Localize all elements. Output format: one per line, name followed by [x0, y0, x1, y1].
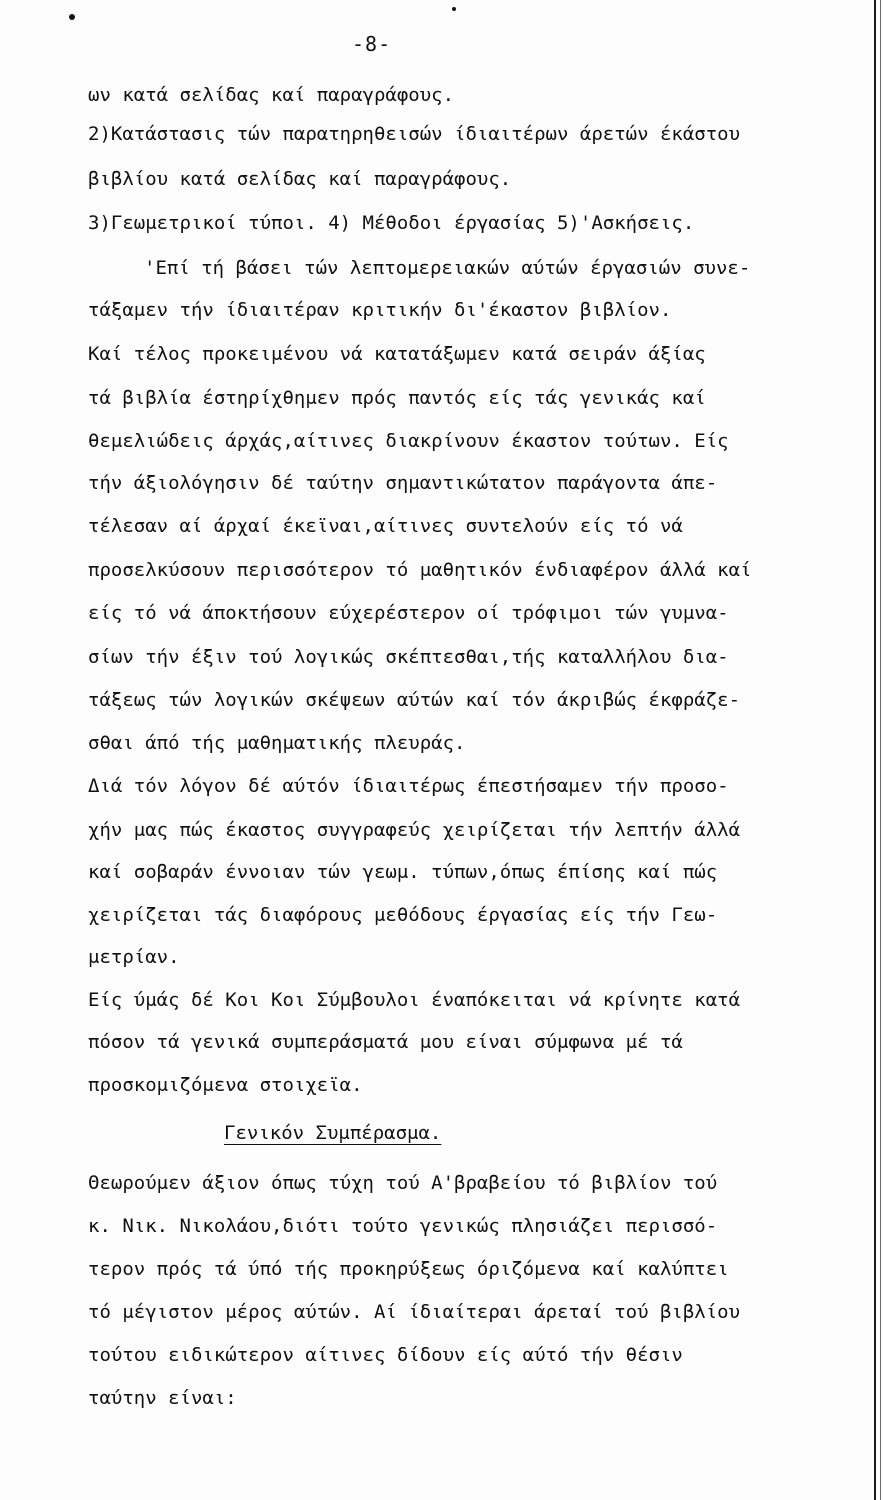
text-line: μετρίαν.: [88, 946, 180, 968]
text-line: τάξαμεν τήν ίδιαιτέραν κριτικήν δι'έκαστον βιβλίον.: [88, 299, 672, 321]
text-line: ταύτην είναι:: [88, 1387, 237, 1409]
text-line: Καί τέλος προκειμένου νά κατατάξωμεν κατά σειράν άξίας: [88, 343, 706, 365]
section-heading: Γενικόν Συμπέρασμα.: [224, 1122, 442, 1144]
text-line: Είς ύμάς δέ Κοι Κοι Σύμβουλοι έναπόκειται νά κρίνητε κατά: [88, 989, 741, 1011]
text-line: καί σοβαράν έννοιαν τών γεωμ. τύπων,όπως έπίσης καί πώς: [88, 861, 718, 883]
text-line: 2)Κατάστασις τών παρατηρηθεισών ίδιαιτέρων άρετών έκάστου: [88, 123, 741, 145]
text-line: χήν μας πώς έκαστος συγγραφεύς χειρίζεται τήν λεπτήν άλλά: [88, 819, 741, 841]
text-line: τέλεσαν αί άρχαί έκεϊναι,αίτινες συντελούν είς τό νά: [88, 515, 683, 537]
ink-speck: [452, 7, 456, 11]
text-line: τό μέγιστον μέρος αύτών. Αί ίδιαίτεραι άρεταί τού βιβλίου: [88, 1301, 741, 1323]
text-line: σθαι άπό τής μαθηματικής πλευράς.: [88, 732, 466, 754]
text-line: προσελκύσουν περισσότερον τό μαθητικόν ένδιαφέρον άλλά καί: [88, 559, 752, 581]
text-line: ων κατά σελίδας καί παραγράφους.: [88, 84, 455, 106]
text-line: σίων τήν έξιν τού λογικώς σκέπτεσθαι,τής καταλλήλου δια-: [88, 646, 729, 668]
text-line: τά βιβλία έστηρίχθημεν πρός παντός είς τάς γενικάς καί: [88, 387, 706, 409]
body-paragraph-2: [88, 1168, 848, 1438]
page-edge: [874, 0, 876, 1500]
text-line: πόσον τά γενικά συμπεράσματά μου είναι σύμφωνα μέ τά: [88, 1031, 683, 1053]
text-line: τήν άξιολόγησιν δέ ταύτην σημαντικώτατον παράγοντα άπε-: [88, 472, 718, 494]
page-edge-shadow: [880, 0, 881, 1500]
text-line: θεμελιώδεις άρχάς,αίτινες διακρίνουν έκαστον τούτων. Είς: [88, 430, 729, 452]
text-line: 3)Γεωμετρικοί τύποι. 4) Μέθοδοι έργασίας 5)'Ασκήσεις.: [88, 212, 695, 234]
text-line: Θεωρούμεν άξιον όπως τύχη τού Α'βραβείου τό βιβλίον τού: [88, 1172, 718, 1194]
text-line: τούτου ειδικώτερον αίτινες δίδουν είς αύτό τήν θέσιν: [88, 1344, 683, 1366]
text-line: τερον πρός τά ύπό τής προκηρύξεως όριζόμενα καί καλύπτει: [88, 1258, 729, 1280]
body-paragraph-1-continued: [88, 815, 848, 1095]
text-line: Διά τόν λόγον δέ αύτόν ίδιαιτέρως έπεστήσαμεν τήν προσο-: [88, 775, 729, 797]
text-line: κ. Νικ. Νικολάου,διότι τούτο γενικώς πλησιάζει περισσό-: [88, 1215, 718, 1237]
text-line: 'Επί τή βάσει τών λεπτομερειακών αύτών έργασιών συνε-: [144, 257, 751, 279]
text-line: τάξεως τών λογικών σκέψεων αύτών καί τόν άκριβώς έκφράζε-: [88, 689, 741, 711]
body-paragraph-1: [88, 80, 848, 815]
text-line: βιβλίου κατά σελίδας καί παραγράφους.: [88, 168, 512, 190]
text-line: είς τό νά άποκτήσουν εύχερέστερον οί τρόφιμοι τών γυμνα-: [88, 602, 729, 624]
text-line: προσκομιζόμενα στοιχεϊα.: [88, 1074, 363, 1096]
ink-speck: [69, 14, 75, 20]
page-number: -8-: [352, 32, 392, 56]
text-line: χειρίζεται τάς διαφόρους μεθόδους έργασίας είς τήν Γεω-: [88, 904, 718, 926]
